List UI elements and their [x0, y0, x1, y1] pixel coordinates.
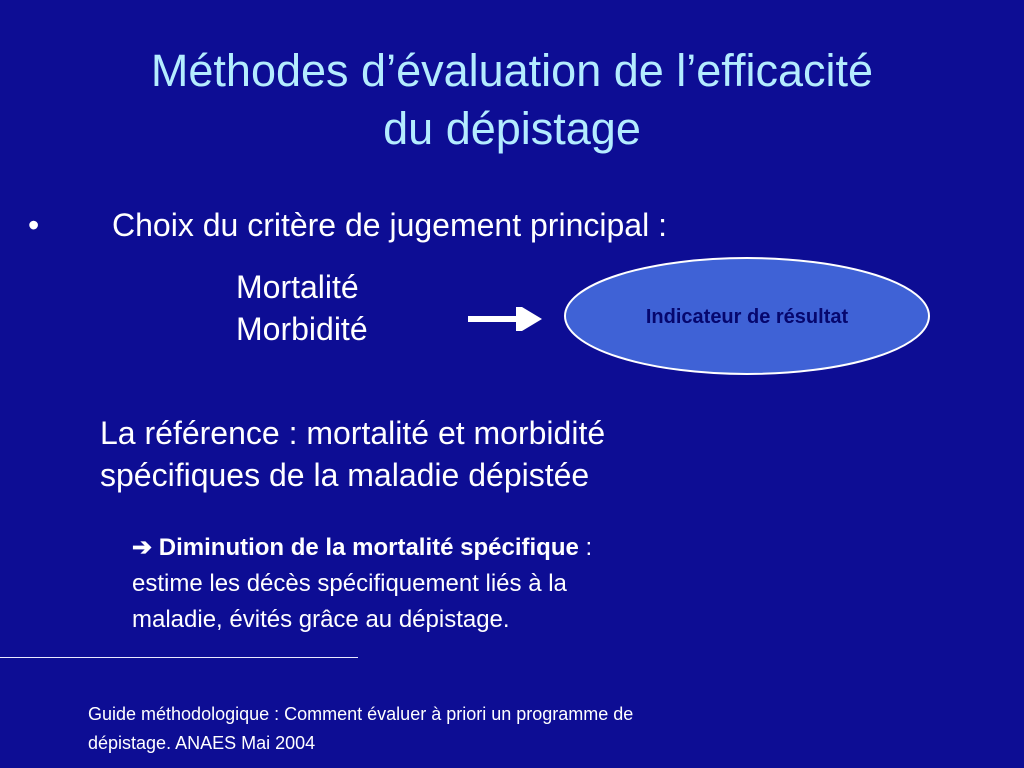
note-suffix: :	[578, 534, 593, 561]
reference-text	[100, 412, 860, 496]
note-line-3: maladie, évités grâce au dépistage.	[132, 606, 510, 633]
title-line-1: Méthodes d’évaluation de l’efficacité	[150, 45, 874, 96]
right-arrow-icon	[466, 303, 544, 335]
criterion-morbidity: Morbidité	[236, 311, 368, 347]
criterion-mortality: Mortalité	[236, 269, 359, 305]
bullet-marker: •	[28, 207, 40, 243]
note-emphasis: Diminution de la mortalité spécifique	[158, 534, 579, 561]
indicator-label: Indicateur de résultat	[645, 306, 849, 328]
main-bullet	[28, 204, 667, 246]
footer-line-2: dépistage. ANAES Mai 2004	[88, 733, 316, 753]
criteria-list	[236, 266, 368, 350]
slide-title	[40, 42, 984, 158]
note-arrow-icon: ➔	[132, 534, 153, 561]
note-line-1	[132, 530, 832, 566]
note-line-2: estime les décès spécifiquement liés à la	[132, 570, 567, 597]
footer-divider	[0, 657, 358, 658]
footer-line-1: Guide méthodologique : Comment évaluer à priori un programme de	[88, 704, 634, 724]
title-line-2: du dépistage	[383, 103, 641, 154]
reference-line-1: La référence : mortalité et morbidité	[100, 415, 606, 451]
main-bullet-text: Choix du critère de jugement principal :	[112, 207, 667, 243]
reference-line-2: spécifiques de la maladie dépistée	[100, 457, 590, 493]
specific-mortality-note	[132, 530, 832, 638]
footer-citation	[88, 700, 908, 758]
